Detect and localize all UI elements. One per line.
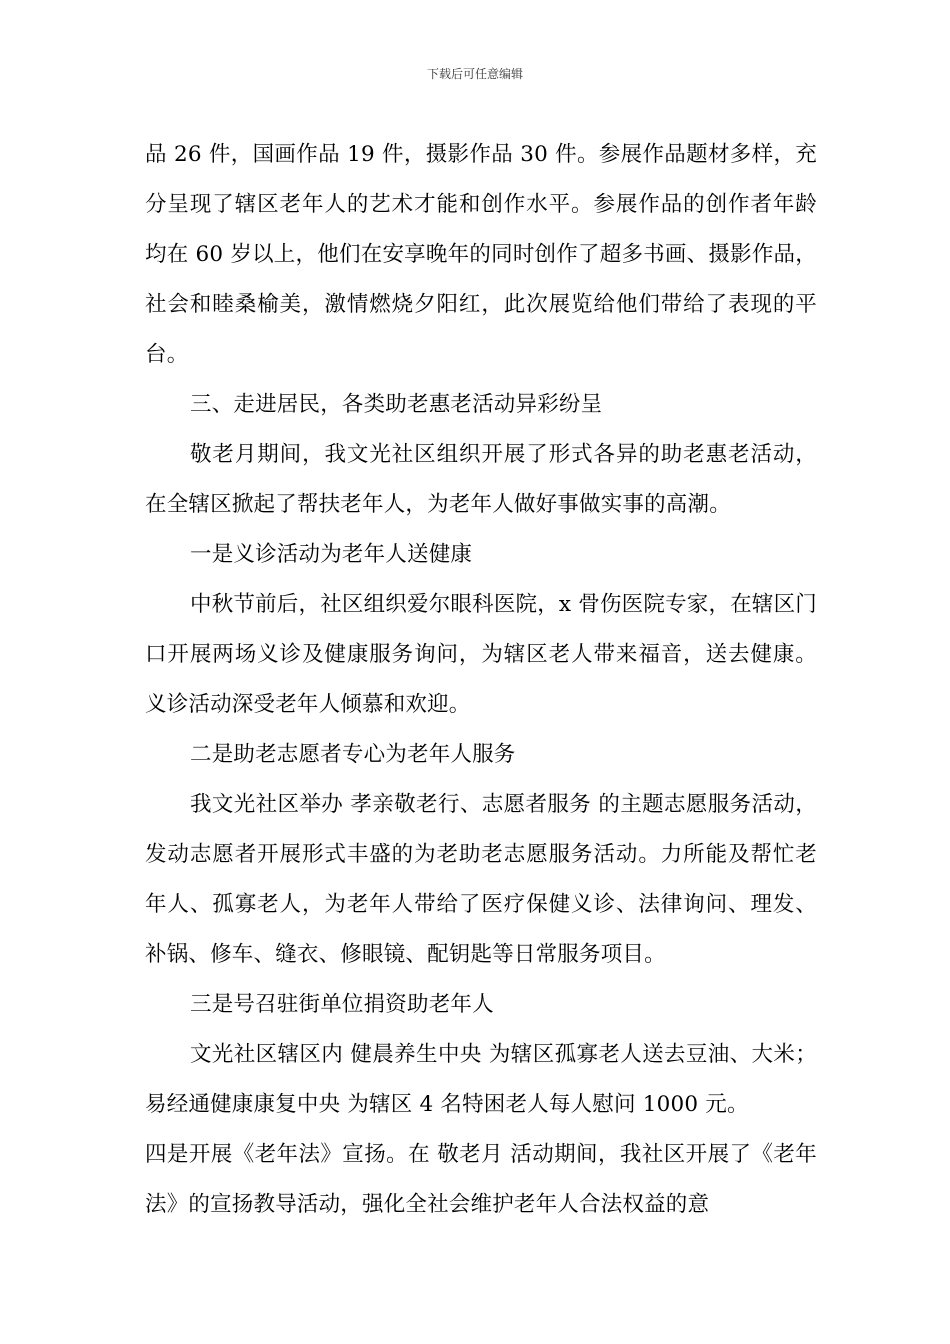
page-header: 下载后可任意编辑 [426, 67, 523, 81]
paragraph-exhibition-summary: 品 26 件，国画作品 19 件，摄影作品 30 件。参展作品题材多样，充分呈现了辖区老年人的艺术才能和创作水平。参展作品的创作者年龄均在 60 岁以上，他们在安享晚年的同时创作了超多书画、摄影作品，社会和睦桑榆美，激情燃烧夕阳红，此次展览给他们带给了表现的平台。 [145, 142, 817, 367]
paragraph-donations: 文光社区辖区内 健晨养生中央 为辖区孤寡老人送去豆油、大米； 易经通健康康复中央 为辖区 4 名特困老人每人慰问 1000 元。 [145, 1042, 817, 1117]
subheading-donations: 三是号召驻街单位捐资助老年人 [190, 992, 494, 1017]
subheading-volunteers: 二是助老志愿者专心为老年人服务 [190, 742, 516, 767]
subheading-free-clinic: 一是义诊活动为老年人送健康 [190, 542, 473, 567]
document-body [145, 130, 817, 1230]
section-heading-activities: 三、走进居民，各类助老惠老活动异彩纷呈 [190, 392, 603, 417]
paragraph-activities-intro: 敬老月期间，我文光社区组织开展了形式各异的助老惠老活动，在全辖区掀起了帮扶老年人，为老年人做好事做实事的高潮。 [145, 442, 817, 517]
paragraph-elderly-law: 四是开展《老年法》宣扬。在 敬老月 活动期间，我社区开展了《老年法》的宣扬教导活动，强化全社会维护老年人合法权益的意 [145, 1142, 817, 1217]
paragraph-volunteers: 我文光社区举办 孝亲敬老行、志愿者服务 的主题志愿服务活动，发动志愿者开展形式丰盛的为老助老志愿服务活动。力所能及帮忙老年人、孤寡老人，为老年人带给了医疗保健义诊、法律询问、理发、补锅、修车、缝衣、修眼镜、配钥匙等日常服务项目。 [145, 792, 817, 967]
paragraph-free-clinic: 中秋节前后，社区组织爱尔眼科医院，x 骨伤医院专家，在辖区门口开展两场义诊及健康服务询问，为辖区老人带来福音，送去健康。义诊活动深受老年人倾慕和欢迎。 [145, 592, 817, 717]
